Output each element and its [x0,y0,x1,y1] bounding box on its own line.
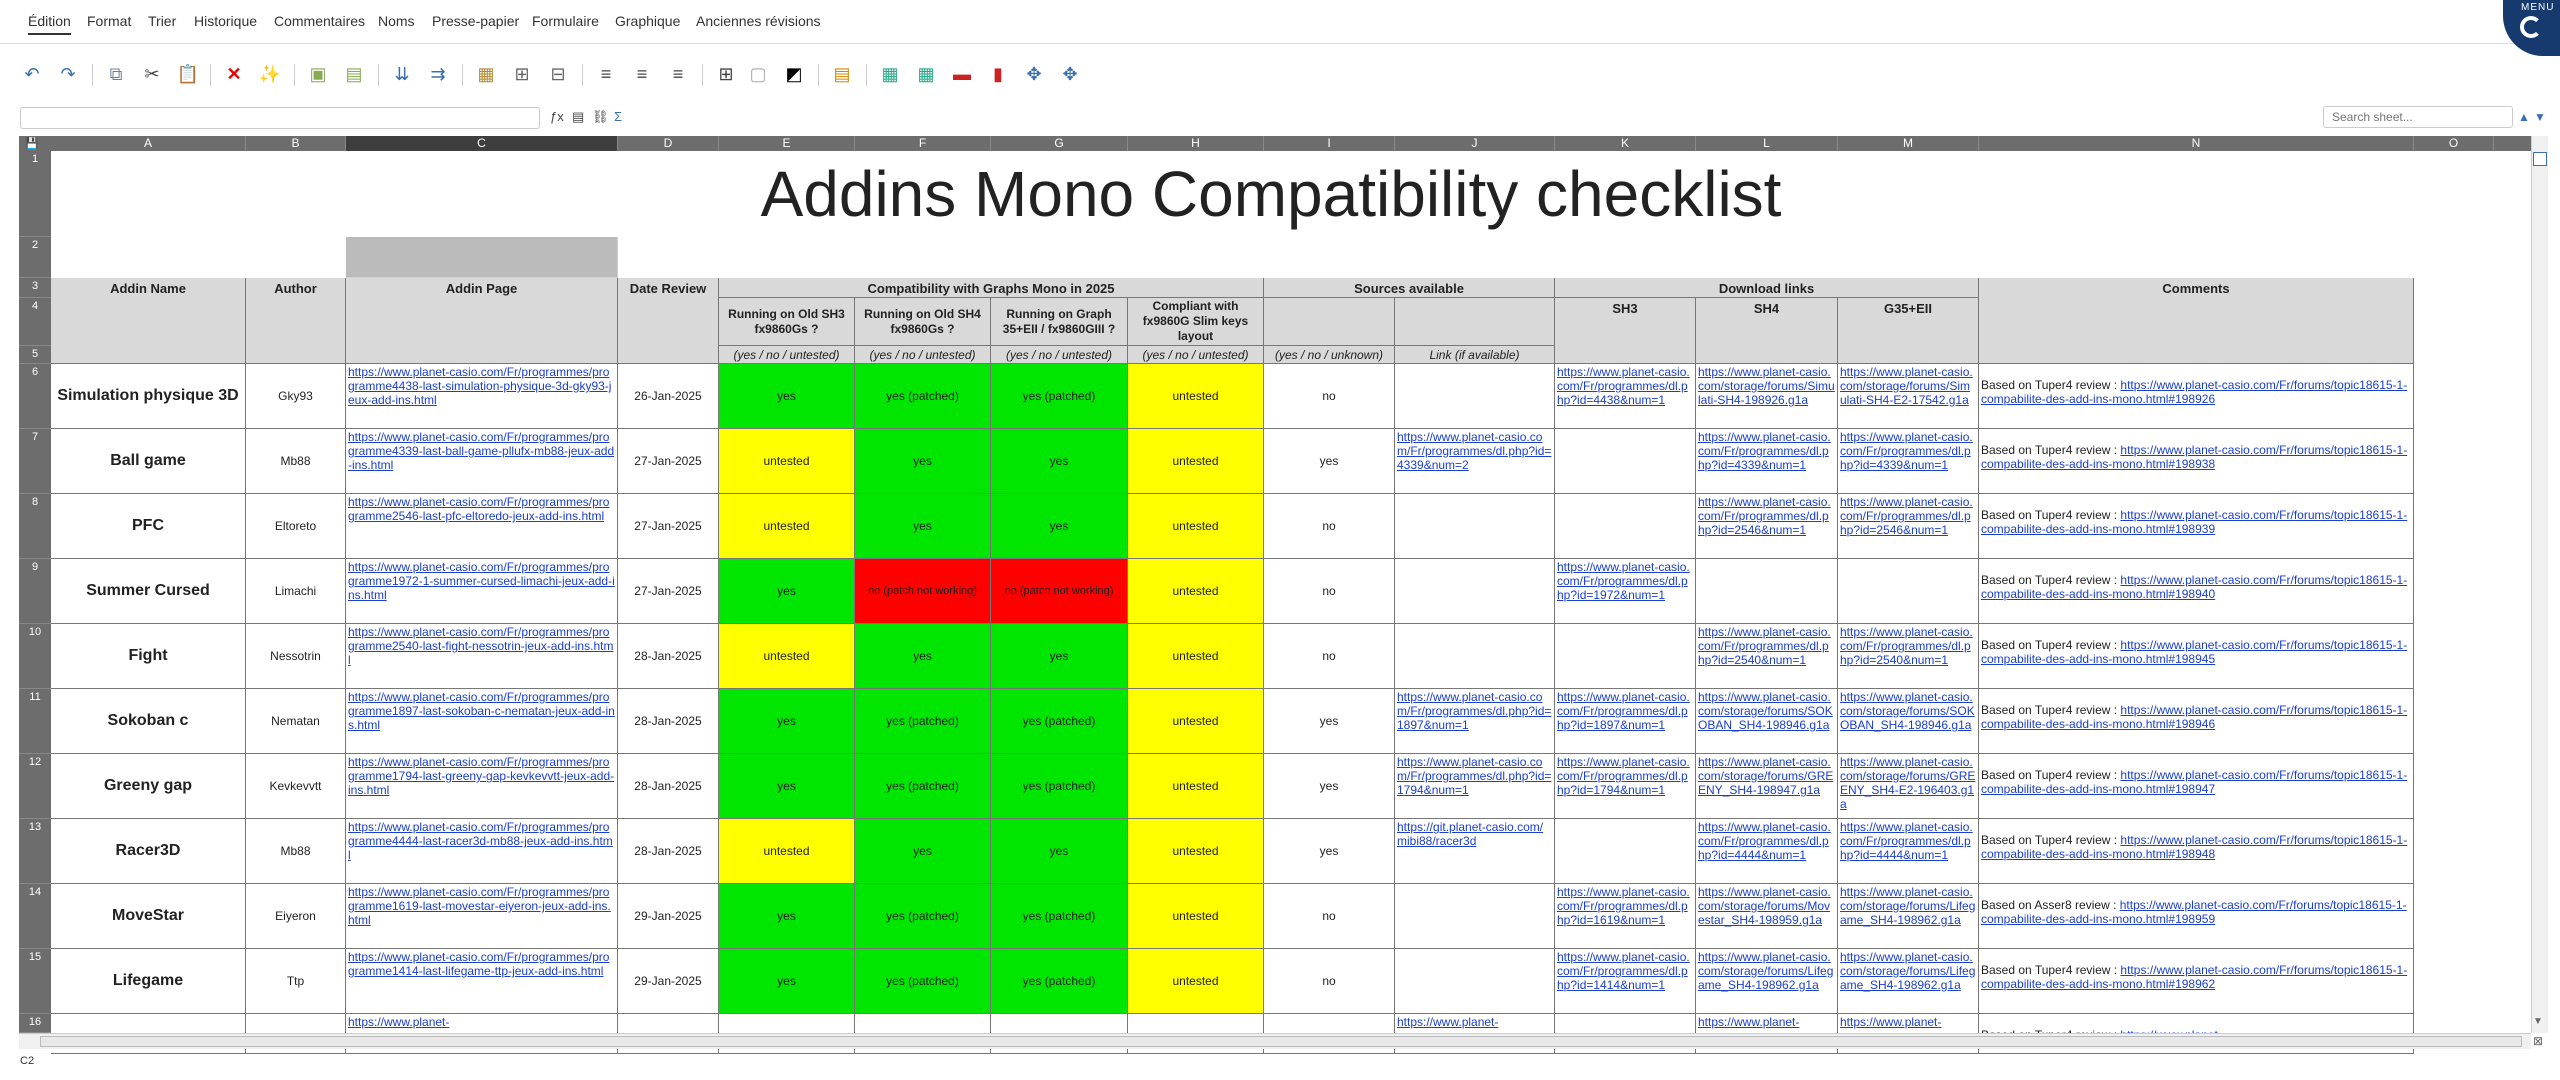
cell-g35[interactable]: yes (patched) [991,949,1128,1014]
menu-trier[interactable]: Trier [148,13,177,29]
row-header[interactable]: 5 [19,346,51,364]
cell-dl-sh4[interactable]: https://www.planet-casio.com/Fr/programmes/dl.php?id=2546&num=1 [1696,494,1838,559]
cell-page[interactable]: https://www.planet- [346,1014,618,1054]
header-dl-sh3[interactable]: SH3 [1555,298,1696,364]
cell-author[interactable]: Gky93 [246,364,346,429]
comment-prefix: Based on Tuper4 review : [1981,833,2121,847]
cell-comment[interactable] [1979,689,2414,754]
cell-date[interactable]: 27-Jan-2025 [618,429,719,494]
add-column-icon[interactable]: ▦ [917,63,935,84]
search-up-icon[interactable]: ▲ [2518,110,2530,124]
cell-sh4[interactable]: yes [855,429,991,494]
cell-page[interactable]: https://www.planet-casio.com/Fr/programmes/programme1972-1-summer-cursed-limachi-jeux-add-ins.html [346,559,618,624]
cell-dl-sh3[interactable]: https://www.planet-casio.com/Fr/programmes/dl.php?id=1972&num=1 [1555,559,1696,624]
paste-icon[interactable]: 📋 [176,63,200,84]
header-addin-name[interactable]: Addin Name [51,278,246,364]
grid-icon[interactable]: ⊞ [514,63,530,84]
cell-date[interactable]: 28-Jan-2025 [618,624,719,689]
cell-src[interactable]: no [1264,624,1395,689]
cell-srclink[interactable] [1395,624,1555,689]
cell-date[interactable]: 29-Jan-2025 [618,949,719,1014]
comment-link[interactable]: https://www.planet-casio.com/Fr/forums/topic18615-1-compabilite-des-add-ins-mono.html#198946 [1981,703,2408,731]
row-header[interactable]: 11 [19,689,51,754]
sub-compat-g35[interactable]: (yes / no / untested) [991,346,1128,364]
sheet-title[interactable]: Addins Mono Compatibility checklist [760,158,1782,230]
cell-page[interactable]: https://www.planet-casio.com/Fr/programmes/programme1794-last-greeny-gap-kevkevvtt-jeux-add-ins.html [346,754,618,819]
insert-object-icon[interactable]: ▣ [309,63,327,84]
sub-compat-sh4[interactable]: (yes / no / untested) [855,346,991,364]
align-left-icon[interactable]: ≡ [600,63,612,84]
cell-date[interactable]: 28-Jan-2025 [618,754,719,819]
cell-sh3[interactable]: yes [719,884,855,949]
header-sources-blank[interactable] [1264,298,1395,346]
cell-name[interactable]: Ball game [51,429,246,494]
col-header-f[interactable]: F [855,136,991,151]
comment-link[interactable]: https://www.planet-casio.com/Fr/forums/topic18615-1-compabilite-des-add-ins-mono.html#198938 [1981,443,2408,471]
cell-sh4[interactable]: yes [855,494,991,559]
cell-sh3[interactable]: yes [719,364,855,429]
cell-sh3[interactable]: yes [719,949,855,1014]
cell-comment[interactable] [1979,364,2414,429]
header-date-review[interactable]: Date Review [618,278,719,364]
cell-slim[interactable]: untested [1128,494,1264,559]
cell-dl-g35[interactable]: https://www.planet-casio.com/Fr/programmes/dl.php?id=2540&num=1 [1838,624,1979,689]
cell-author[interactable]: Mb88 [246,429,346,494]
comment-prefix: Based on Tuper4 review : [1981,768,2121,782]
cell-sh3[interactable]: untested [719,494,855,559]
cell-slim[interactable]: untested [1128,754,1264,819]
clear-format-icon[interactable]: ✨ [258,63,282,84]
toolbar [0,56,2500,92]
row-header[interactable]: 4 [19,298,51,346]
cell-dl-g35[interactable] [1838,559,1979,624]
header-download-group[interactable]: Download links [1555,278,1979,298]
cell-srclink[interactable]: https://www.planet- [1395,1014,1555,1054]
site-menu-logo[interactable] [2503,0,2560,56]
cell-g35[interactable]: yes (patched) [991,884,1128,949]
cell-sh3[interactable]: untested [719,819,855,884]
comment-link[interactable]: https://www.planet-casio.com/Fr/forums/topic18615-1-compabilite-des-add-ins-mono.html#198959 [1981,898,2407,926]
cell-sh4[interactable]: yes (patched) [855,949,991,1014]
cell-g35[interactable]: no (patch not working) [991,559,1128,624]
header-dl-sh4[interactable]: SH4 [1696,298,1838,364]
edit-object-icon[interactable]: ▤ [345,63,363,84]
undo-icon[interactable]: ↶ [24,63,40,84]
logo-text: MENU [2521,2,2555,13]
cell-page[interactable]: https://www.planet-casio.com/Fr/programmes/programme1619-last-movestar-eiyeron-jeux-add-ins.html [346,884,618,949]
cell-name[interactable]: MoveStar [51,884,246,949]
cell-sh4[interactable]: no (patch not working) [855,559,991,624]
cell-page[interactable]: https://www.planet-casio.com/Fr/programmes/programme1897-last-sokoban-c-nematan-jeux-add-ins.html [346,689,618,754]
cell-page[interactable]: https://www.planet-casio.com/Fr/programmes/programme4438-last-simulation-physique-3d-gky93-jeux-add-ins.html [346,364,618,429]
cell-dl-g35[interactable]: https://www.planet-casio.com/Fr/programmes/dl.php?id=4339&num=1 [1838,429,1979,494]
col-header-d[interactable]: D [618,136,719,151]
sub-compat-sh3[interactable]: (yes / no / untested) [719,346,855,364]
row-header[interactable]: 15 [19,949,51,1014]
column-headers [51,136,2531,151]
merge-cells-icon[interactable]: ▦ [477,63,495,84]
cell-g35[interactable]: yes [991,624,1128,689]
cell-sh3[interactable]: untested [719,624,855,689]
row-header[interactable]: 8 [19,494,51,559]
cell-dl-sh3[interactable] [1555,624,1696,689]
col-header-j[interactable]: J [1395,136,1555,151]
cell-dl-g35[interactable]: https://www.planet-casio.com/Fr/programmes/dl.php?id=2546&num=1 [1838,494,1979,559]
header-sources-link-blank[interactable] [1395,298,1555,346]
cell-author[interactable]: Eiyeron [246,884,346,949]
menu-edition[interactable]: Édition [28,13,71,35]
format-icon[interactable]: ◩ [785,63,803,84]
cell-dl-g35[interactable]: https://www.planet- [1838,1014,1979,1054]
resize-vertical-icon[interactable]: ✥ [1026,63,1042,84]
col-header-a[interactable]: A [51,136,246,151]
col-header-l[interactable]: L [1696,136,1838,151]
header-comments[interactable]: Comments [1979,278,2414,364]
col-header-k[interactable]: K [1555,136,1696,151]
logo-icon [2520,16,2542,38]
menu-historique[interactable]: Historique [194,13,258,29]
col-header-n[interactable]: N [1979,136,2414,151]
cell-sh4[interactable]: yes [855,624,991,689]
cell-srclink[interactable]: https://www.planet-casio.com/Fr/programmes/dl.php?id=1897&num=1 [1395,689,1555,754]
cell-dl-g35[interactable]: https://www.planet-casio.com/storage/forums/SOKOBAN_SH4-198946.g1a [1838,689,1979,754]
sub-link[interactable]: Link (if available) [1395,346,1555,364]
comment-link[interactable]: https://www.planet-casio.com/Fr/forums/topic18615-1-compabilite-des-add-ins-mono.html#198948 [1981,833,2408,861]
cell-dl-sh3[interactable]: https://www.planet-casio.com/Fr/programmes/dl.php?id=1619&num=1 [1555,884,1696,949]
insert-column-icon[interactable]: ⇉ [430,63,446,84]
cell-dl-sh3[interactable] [1555,429,1696,494]
add-row-icon[interactable]: ▦ [881,63,899,84]
borders-icon[interactable]: ⊞ [718,63,734,84]
cell-slim[interactable]: untested [1128,624,1264,689]
align-center-icon[interactable]: ≡ [636,63,648,84]
cell-dl-sh3[interactable] [1555,819,1696,884]
comment-link[interactable]: https://www.planet-casio.com/Fr/forums/topic18615-1-compabilite-des-add-ins-mono.html#198940 [1981,573,2408,601]
cell-name[interactable]: Racer3D [51,819,246,884]
cell-date[interactable]: 27-Jan-2025 [618,494,719,559]
cell-srclink[interactable] [1395,494,1555,559]
row-header[interactable]: 13 [19,819,51,884]
cell-dl-sh3[interactable]: https://www.planet-casio.com/Fr/programmes/dl.php?id=1794&num=1 [1555,754,1696,819]
cell-g35[interactable]: yes [991,494,1128,559]
col-header-b[interactable]: B [246,136,346,151]
cell-g35[interactable]: yes [991,819,1128,884]
cell-slim[interactable]: untested [1128,364,1264,429]
spreadsheet-grid[interactable] [51,151,2531,1033]
comment-prefix: Based on Tuper4 review : [1981,508,2121,522]
cell-page[interactable]: https://www.planet-casio.com/Fr/programmes/programme1414-last-lifegame-ttp-jeux-add-ins.html [346,949,618,1014]
cell-name[interactable]: Summer Cursed [51,559,246,624]
header-compat-group[interactable]: Compatibility with Graphs Mono in 2025 [719,278,1264,298]
split-cells-icon[interactable]: ⊟ [550,63,566,84]
cell-slim[interactable]: untested [1128,949,1264,1014]
comment-prefix: Based on Tuper4 review : [1981,378,2121,392]
row-header[interactable]: 16 [19,1014,51,1033]
menu-format[interactable]: Format [87,13,132,29]
cell-dl-sh4[interactable]: https://www.planet-casio.com/Fr/programmes/dl.php?id=2540&num=1 [1696,624,1838,689]
header-slim[interactable]: Compliant with fx9860G Slim keys layout [1128,298,1264,346]
horizontal-scroll-thumb[interactable] [40,1036,2522,1047]
cell-name[interactable]: Sokoban c [51,689,246,754]
comment-link[interactable]: https://www.planet-casio.com/Fr/forums/topic18615-1-compabilite-des-add-ins-mono.html#198926 [1981,378,2408,406]
cell-dl-g35[interactable]: https://www.planet-casio.com/storage/forums/Lifegame_SH4-198962.g1a [1838,949,1979,1014]
cell-author[interactable]: Nematan [246,689,346,754]
cell-dl-sh3[interactable]: https://www.planet-casio.com/Fr/programmes/dl.php?id=4438&num=1 [1555,364,1696,429]
comment-prefix: Based on Tuper4 review : [1981,573,2121,587]
header-sh4[interactable]: Running on Old SH4 fx9860Gs ? [855,298,991,346]
selected-cell-c2[interactable] [346,237,618,278]
menu-graphique[interactable]: Graphique [615,13,681,29]
cell-name[interactable]: Fight [51,624,246,689]
cell-author[interactable]: Limachi [246,559,346,624]
header-dl-g35[interactable]: G35+EII [1838,298,1979,364]
cell-src[interactable]: no [1264,884,1395,949]
comment-link[interactable]: https://www.planet-casio.com/Fr/forums/topic18615-1-compabilite-des-add-ins-mono.html#198962 [1981,963,2408,991]
comment-prefix: Based on Tuper4 review : [1981,638,2121,652]
cell-srclink[interactable] [1395,884,1555,949]
delete-row-icon[interactable]: ▬ [953,63,971,84]
cell-srclink[interactable]: https://git.planet-casio.com/mibi88/racer3d [1395,819,1555,884]
cell-sh4[interactable]: yes (patched) [855,689,991,754]
cell-srclink[interactable]: https://www.planet-casio.com/Fr/programmes/dl.php?id=4339&num=2 [1395,429,1555,494]
cell-src[interactable]: no [1264,494,1395,559]
cell-slim[interactable]: untested [1128,429,1264,494]
cell-comment[interactable] [1979,494,2414,559]
menu-formulaire[interactable]: Formulaire [532,13,599,29]
col-header-i[interactable]: I [1264,136,1395,151]
header-author[interactable]: Author [246,278,346,364]
cell-date[interactable]: 27-Jan-2025 [618,559,719,624]
cell-sh4[interactable]: yes [855,819,991,884]
cell-dl-sh4[interactable]: https://www.planet- [1696,1014,1838,1054]
row-headers [19,151,51,1033]
cell-sh3[interactable]: untested [719,429,855,494]
cell-src[interactable]: yes [1264,689,1395,754]
cell-date[interactable]: 26-Jan-2025 [618,364,719,429]
cell-srclink[interactable] [1395,364,1555,429]
cell-sh4[interactable]: yes (patched) [855,364,991,429]
menu-noms[interactable]: Noms [378,13,415,29]
col-header-g[interactable]: G [991,136,1128,151]
cell-slim[interactable]: untested [1128,689,1264,754]
comment-prefix: Based on Tuper4 review : [1981,443,2121,457]
col-header-h[interactable]: H [1128,136,1264,151]
comment-prefix: Based on Tuper4 review : [1981,963,2121,977]
cell-slim[interactable]: untested [1128,884,1264,949]
cell-dl-g35[interactable]: https://www.planet-casio.com/storage/forums/GREENY_SH4-E2-196403.g1a [1838,754,1979,819]
cell-comment[interactable] [1979,754,2414,819]
header-addin-page[interactable]: Addin Page [346,278,618,364]
formula-input[interactable] [20,107,540,129]
cell-srclink[interactable] [1395,559,1555,624]
cell-slim[interactable]: untested [1128,819,1264,884]
cell-name[interactable]: Lifegame [51,949,246,1014]
insert-row-icon[interactable]: ⇊ [394,63,410,84]
cell-page[interactable]: https://www.planet-casio.com/Fr/programmes/programme2546-last-pfc-eltoredo-jeux-add-ins.html [346,494,618,559]
cell-author[interactable]: Eltoreto [246,494,346,559]
cell-comment[interactable] [1979,819,2414,884]
header-sources-group[interactable]: Sources available [1264,278,1555,298]
row-header[interactable]: 1 [19,151,51,237]
scroll-down-icon[interactable]: ▼ [2533,1016,2543,1027]
no-border-icon[interactable]: ▢ [749,63,767,84]
cell-g35[interactable]: yes (patched) [991,754,1128,819]
col-header-c[interactable]: C [346,136,618,151]
cell-g35[interactable]: yes (patched) [991,364,1128,429]
cell-name[interactable]: Simulation physique 3D [51,364,246,429]
sub-sources[interactable]: (yes / no / unknown) [1264,346,1395,364]
cell-dl-sh4[interactable]: https://www.planet-casio.com/storage/forums/SOKOBAN_SH4-198946.g1a [1696,689,1838,754]
menu-commentaires[interactable]: Commentaires [274,13,366,29]
function-icon[interactable]: ƒx [550,109,564,124]
cell-src[interactable]: yes [1264,754,1395,819]
row-header[interactable]: 14 [19,884,51,949]
cell-dl-sh4[interactable]: https://www.planet-casio.com/storage/forums/Simulati-SH4-198926.g1a [1696,364,1838,429]
cell-dl-sh4[interactable] [1696,559,1838,624]
cell-date[interactable]: 29-Jan-2025 [618,884,719,949]
link-icon[interactable]: ⛓ [592,109,609,124]
cell-page[interactable]: https://www.planet-casio.com/Fr/programmes/programme2540-last-fight-nessotrin-jeux-add-ins.html [346,624,618,689]
cell-comment[interactable] [1979,624,2414,689]
sum-icon[interactable]: Σ [614,109,623,124]
cell-reference-icon[interactable]: ▤ [572,109,585,124]
cell-dl-sh3[interactable] [1555,494,1696,559]
cell-page[interactable]: https://www.planet-casio.com/Fr/programmes/programme4444-last-racer3d-mb88-jeux-add-ins.html [346,819,618,884]
vertical-scrollbar[interactable] [2531,136,2548,1033]
row-header[interactable]: 9 [19,559,51,624]
header-g35[interactable]: Running on Graph 35+EII / fx9860GIII ? [991,298,1128,346]
cell-date[interactable]: 28-Jan-2025 [618,689,719,754]
cell-dl-sh4[interactable]: https://www.planet-casio.com/storage/forums/Movestar_SH4-198959.g1a [1696,884,1838,949]
cell-comment[interactable] [1979,949,2414,1014]
table-icon[interactable]: ▤ [833,63,851,84]
search-sheet-input[interactable] [2323,106,2513,128]
col-header-e[interactable]: E [719,136,855,151]
comment-link[interactable]: https://www.planet-casio.com/Fr/forums/topic18615-1-compabilite-des-add-ins-mono.html#198947 [1981,768,2408,796]
cell-dl-sh3[interactable]: https://www.planet-casio.com/Fr/programmes/dl.php?id=1897&num=1 [1555,689,1696,754]
vertical-scroll-thumb[interactable] [2533,152,2547,166]
grid-corner[interactable] [19,136,51,151]
row-header[interactable]: 6 [19,364,51,429]
col-header-o[interactable]: O [2414,136,2494,151]
cell-sh3[interactable]: yes [719,754,855,819]
cell-dl-sh4[interactable]: https://www.planet-casio.com/Fr/programmes/dl.php?id=4339&num=1 [1696,429,1838,494]
resize-corner-icon[interactable]: ⊠ [2533,1034,2544,1048]
comment-prefix: Based on Asser8 review : [1981,898,2120,912]
row-header[interactable]: 7 [19,429,51,494]
cell-dl-sh4[interactable]: https://www.planet-casio.com/storage/forums/GREENY_SH4-198947.g1a [1696,754,1838,819]
sub-compat-slim[interactable]: (yes / no / untested) [1128,346,1264,364]
col-header-m[interactable]: M [1838,136,1979,151]
cell-author[interactable]: Ttp [246,949,346,1014]
cell-sh4[interactable]: yes (patched) [855,884,991,949]
cell-comment[interactable] [1979,429,2414,494]
row-header[interactable]: 10 [19,624,51,689]
cell-sh4[interactable]: yes (patched) [855,754,991,819]
menu-bar [0,0,2560,44]
cell-dl-sh4[interactable]: https://www.planet-casio.com/Fr/programmes/dl.php?id=4444&num=1 [1696,819,1838,884]
cell-page[interactable]: https://www.planet-casio.com/Fr/programmes/programme4339-last-ball-game-pllufx-mb88-jeux-add-ins.html [346,429,618,494]
align-right-icon[interactable]: ≡ [672,63,684,84]
cell-date[interactable]: 28-Jan-2025 [618,819,719,884]
cell-author[interactable]: Kevkevvtt [246,754,346,819]
cell-g35[interactable]: yes [991,429,1128,494]
cell-comment[interactable] [1979,884,2414,949]
redo-icon[interactable]: ↷ [60,63,76,84]
cut-icon[interactable]: ✂ [144,63,160,84]
comment-prefix: Based on Tuper4 review : [1981,703,2121,717]
comment-link[interactable]: https://www.planet-casio.com/Fr/forums/topic18615-1-compabilite-des-add-ins-mono.html#198939 [1981,508,2408,536]
cell-dl-sh3[interactable]: https://www.planet-casio.com/Fr/programmes/dl.php?id=1414&num=1 [1555,949,1696,1014]
cell-dl-g35[interactable]: https://www.planet-casio.com/storage/forums/Simulati-SH4-E2-17542.g1a [1838,364,1979,429]
search-down-icon[interactable]: ▼ [2534,110,2546,124]
cell-dl-sh4[interactable]: https://www.planet-casio.com/storage/forums/Lifegame_SH4-198962.g1a [1696,949,1838,1014]
cell-comment[interactable] [1979,559,2414,624]
cell-name[interactable]: PFC [51,494,246,559]
cell-sh3[interactable]: yes [719,689,855,754]
menu-anciennes-revisions[interactable]: Anciennes révisions [696,13,821,29]
comment-link[interactable]: https://www.planet-casio.com/Fr/forums/topic18615-1-compabilite-des-add-ins-mono.html#198945 [1981,638,2408,666]
cell-dl-g35[interactable]: https://www.planet-casio.com/storage/forums/Lifegame_SH4-198962.g1a [1838,884,1979,949]
copy-icon[interactable]: ⧉ [109,63,123,84]
cell-src[interactable]: no [1264,364,1395,429]
row-header[interactable]: 3 [19,278,51,298]
cell-src[interactable]: yes [1264,429,1395,494]
cell-slim[interactable]: untested [1128,559,1264,624]
cell-author[interactable]: Mb88 [246,819,346,884]
cell-name[interactable]: Greeny gap [51,754,246,819]
cell-author[interactable]: Nessotrin [246,624,346,689]
cell-g35[interactable]: yes (patched) [991,689,1128,754]
cell-src[interactable]: yes [1264,819,1395,884]
cell-dl-g35[interactable]: https://www.planet-casio.com/Fr/programmes/dl.php?id=4444&num=1 [1838,819,1979,884]
cell-sh3[interactable]: yes [719,559,855,624]
row-header[interactable]: 2 [19,237,51,278]
cell-reference: C2 [20,1055,35,1067]
menu-presse-papier[interactable]: Presse-papier [432,13,520,29]
save-icon[interactable]: 💾 [25,138,39,150]
cell-srclink[interactable] [1395,949,1555,1014]
cell-src[interactable]: no [1264,559,1395,624]
resize-horizontal-icon[interactable]: ✥ [1062,63,1078,84]
row-header[interactable]: 12 [19,754,51,819]
delete-column-icon[interactable]: ▮ [993,63,1003,84]
cell-src[interactable]: no [1264,949,1395,1014]
cell-srclink[interactable]: https://www.planet-casio.com/Fr/programmes/dl.php?id=1794&num=1 [1395,754,1555,819]
header-sh3[interactable]: Running on Old SH3 fx9860Gs ? [719,298,855,346]
delete-icon[interactable]: ✕ [226,63,242,84]
